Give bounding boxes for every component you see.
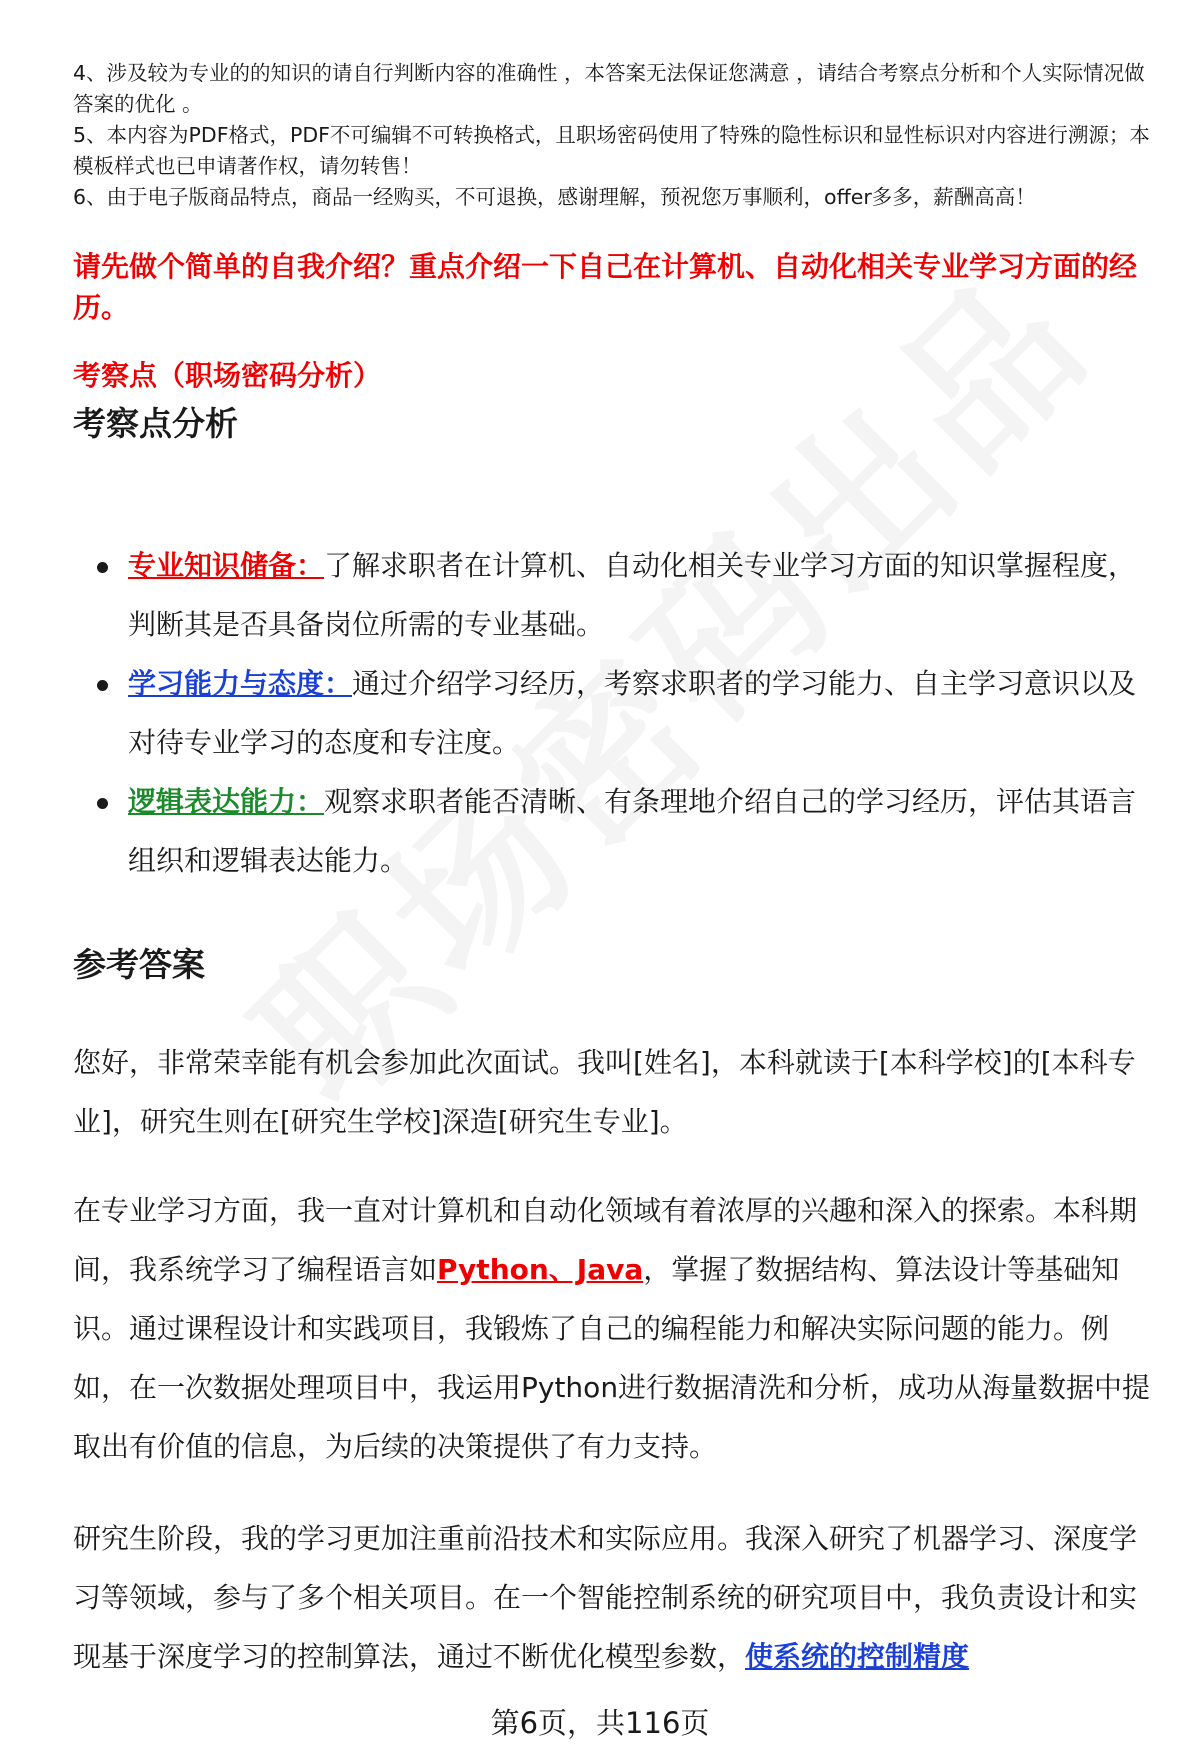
analysis-label: 考察点（职场密码分析） bbox=[73, 359, 382, 392]
highlight-accuracy: 使系统的控制精度 bbox=[745, 1640, 970, 1673]
notice-list bbox=[73, 58, 1163, 213]
highlight-languages: Python、Java bbox=[437, 1253, 644, 1286]
analysis-text: 通过介绍学习经历，考察求职者的学习能力、自主学习意识以及对待专业学习的态度和专注度。 bbox=[128, 667, 1137, 759]
notice-item: 4、涉及较为专业的的知识的请自行判断内容的准确性 ，本答案无法保证您满意 ，请结合考察点分析和个人实际情况做答案的优化 。 bbox=[73, 61, 1145, 116]
analysis-point bbox=[73, 536, 1163, 654]
analysis-text: 了解求职者在计算机、自动化相关专业学习方面的知识掌握程度，判断其是否具备岗位所需的专业基础。 bbox=[128, 549, 1137, 641]
analysis-points bbox=[73, 536, 1163, 890]
analysis-heading: 考察点分析 bbox=[73, 404, 238, 443]
analysis-keyword: 专业知识储备： bbox=[128, 549, 325, 582]
answer-paragraph-2 bbox=[73, 1181, 1163, 1476]
answer-text: ，掌握了数据结构、算法设计等基础知识。通过课程设计和实践项目，我锻炼了自己的编程能力和解决实际问题的能力。例如，在一次数据处理项目中，我运用Python进行数据清洗和分析，成功从海量数据中提取出有价值的信息，为后续的决策提供了有力支持。 bbox=[73, 1253, 1151, 1463]
page-number: 第6页，共116页 bbox=[490, 1706, 710, 1740]
answer-text: 研究生阶段，我的学习更加注重前沿技术和实际应用。我深入研究了机器学习、深度学习等领域，参与了多个相关项目。在一个智能控制系统的研究项目中，我负责设计和实现基于深度学习的控制算法，通过不断优化模型参数， bbox=[73, 1522, 1138, 1673]
analysis-point bbox=[73, 772, 1163, 890]
analysis-point bbox=[73, 654, 1163, 772]
analysis-keyword: 逻辑表达能力： bbox=[128, 785, 325, 818]
answer-heading: 参考答案 bbox=[73, 945, 205, 984]
notice-item: 5、本内容为PDF格式，PDF不可编辑不可转换格式，且职场密码使用了特殊的隐性标识和显性标识对内容进行溯源；本模板样式也已申请著作权，请勿转售！ bbox=[73, 123, 1150, 178]
analysis-text: 观察求职者能否清晰、有条理地介绍自己的学习经历，评估其语言组织和逻辑表达能力。 bbox=[128, 785, 1137, 877]
answer-text: 在专业学习方面，我一直对计算机和自动化领域有着浓厚的兴趣和深入的探索。本科期间，我系统学习了编程语言如 bbox=[73, 1194, 1138, 1286]
answer-paragraph-3 bbox=[73, 1509, 1163, 1686]
notice-item: 6、由于电子版商品特点，商品一经购买，不可退换，感谢理解，预祝您万事顺利，offer多多，薪酬高高！ bbox=[73, 185, 1036, 209]
answer-paragraph-1: 您好，非常荣幸能有机会参加此次面试。我叫[姓名]，本科就读于[本科学校]的[本科专业]，研究生则在[研究生学校]深造[研究生专业]。 bbox=[73, 1046, 1136, 1138]
analysis-keyword: 学习能力与态度： bbox=[128, 667, 353, 700]
interview-question: 请先做个简单的自我介绍？重点介绍一下自己在计算机、自动化相关专业学习方面的经历。 bbox=[73, 250, 1138, 324]
